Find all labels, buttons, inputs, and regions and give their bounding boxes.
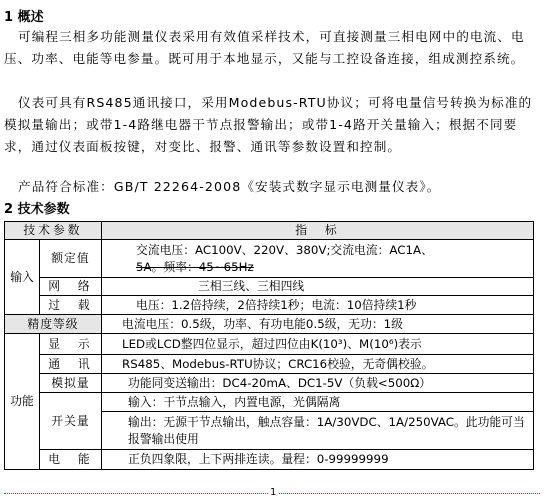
group-input-cell: 输入 bbox=[5, 240, 40, 315]
page-footer bbox=[0, 489, 544, 501]
switch-value-input: 输入：干节点输入，内置电源，光偶隔离 bbox=[102, 393, 534, 412]
table-row bbox=[5, 278, 534, 296]
switch-label: 开关量 bbox=[40, 393, 102, 450]
network-value: 三相三线、三相四线 bbox=[102, 278, 534, 296]
table-row bbox=[5, 315, 534, 334]
rated-value-line-2: 5A。频率：45~65Hz bbox=[136, 259, 254, 274]
overload-value: 电压：1.2倍持续，2倍持续1秒；电流：10倍持续1秒 bbox=[102, 296, 534, 315]
table-row bbox=[5, 374, 534, 393]
overview-paragraph-3: 产品符合标准：GB/T 22264-2008《安装式数字显示电测量仪表》。 bbox=[18, 179, 441, 194]
table-row bbox=[5, 393, 534, 412]
table-row bbox=[5, 334, 534, 355]
overload-label: 过 载 bbox=[40, 296, 102, 315]
comm-value: RS485、Modebus-RTU协议；CRC16校验，无奇偶校验。 bbox=[102, 355, 534, 374]
display-value: LED或LCD整四位显示，超过四位由K(10³)、M(10⁶)表示 bbox=[102, 334, 534, 355]
section1-heading: 1 概述 bbox=[4, 10, 44, 25]
accuracy-value: 电流电压：0.5级，功率、有功电能0.5级，无功：1级 bbox=[102, 315, 534, 334]
table-header-row bbox=[5, 222, 534, 240]
header-spec-cell: 指 标 bbox=[102, 222, 534, 240]
energy-label: 电 能 bbox=[40, 450, 102, 470]
rated-label: 额定值 bbox=[40, 240, 102, 278]
comm-label: 通 讯 bbox=[40, 355, 102, 374]
network-label: 网 络 bbox=[40, 278, 102, 296]
switch-value-output: 输出：无源干节点输出，触点容量：1A/30VDC、1A/250VAC。此功能可当报警输出使用 bbox=[102, 412, 534, 450]
analog-label: 模拟量 bbox=[40, 374, 102, 393]
analog-value: 功能同变送输出：DC4-20mA、DC1-5V（负载<500Ω） bbox=[102, 374, 534, 393]
rated-value-line-1: 交流电压：AC100V、220V、380V;交流电流：AC1A、 bbox=[136, 242, 433, 257]
table-row bbox=[5, 450, 534, 470]
group-function-cell: 功能 bbox=[5, 334, 40, 470]
accuracy-label: 精度等级 bbox=[5, 315, 102, 334]
rated-value bbox=[102, 240, 534, 278]
page-number: 1 bbox=[270, 487, 277, 498]
energy-value: 正负四象限，上下两排连读。量程：0-99999999 bbox=[102, 450, 534, 470]
header-param-cell: 技术参数 bbox=[5, 222, 102, 240]
display-label: 显 示 bbox=[40, 334, 102, 355]
section2-heading: 2 技术参数 bbox=[4, 202, 70, 217]
table-row bbox=[5, 355, 534, 374]
table-row bbox=[5, 296, 534, 315]
tech-spec-table bbox=[4, 221, 534, 470]
overview-paragraph-2: 仪表可具有RS485通讯接口，采用Modebus-RTU协议；可将电量信号转换为标准的模拟量输出；或带1-4路继电器干节点报警输出；或带1-4路开关量输入；根据不同要求，通过仪表面板按键，对变比、报警、通讯等参数设置和控制。 bbox=[4, 95, 533, 154]
overview-paragraph-1: 可编程三相多功能测量仪表采用有效值采样技术，可直接测量三相电网中的电流、电压、功率、电能等电参量。既可用于本地显示，又能与工控设备连接，组成测控系统。 bbox=[4, 29, 525, 66]
table-row bbox=[5, 240, 534, 278]
